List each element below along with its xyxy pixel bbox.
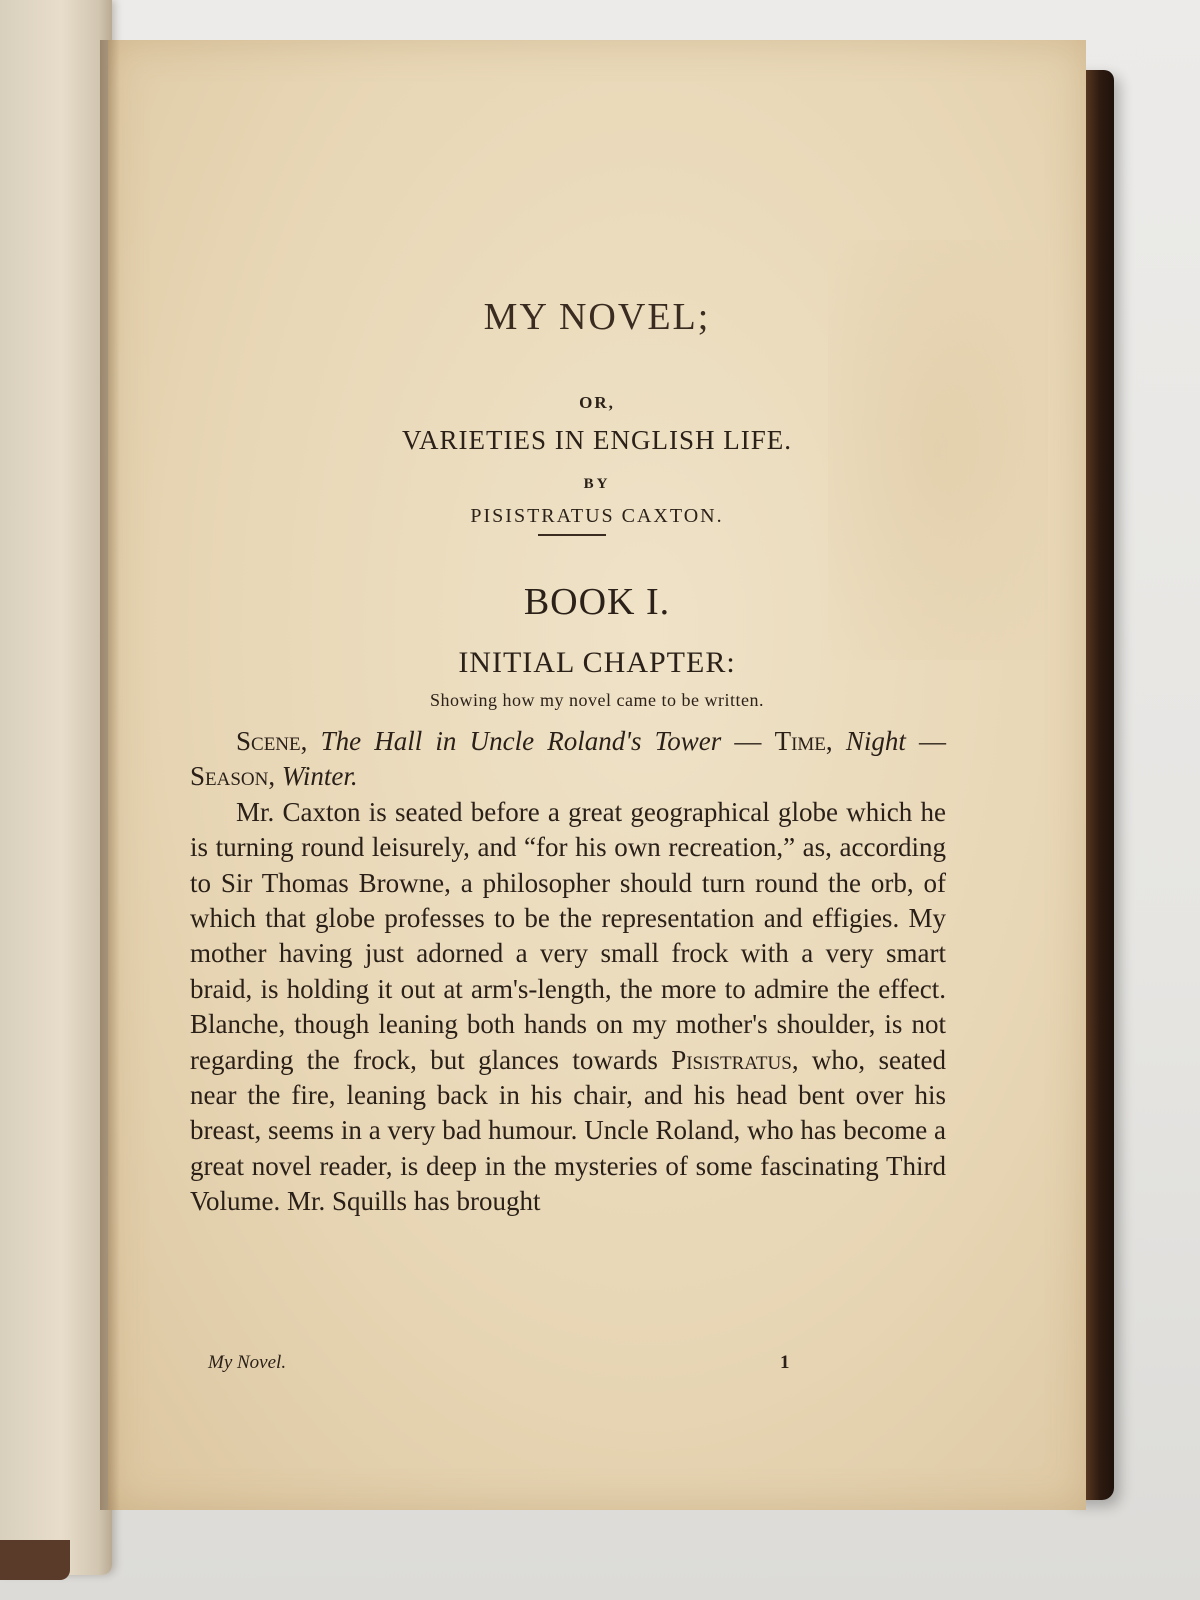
scene-line bbox=[190, 724, 946, 795]
scene-sep-3: , bbox=[268, 761, 282, 792]
season-value: Winter. bbox=[281, 761, 358, 792]
title-or: OR, bbox=[579, 393, 615, 412]
title-divider bbox=[538, 534, 606, 536]
book-page bbox=[108, 40, 1086, 1510]
body-paragraph bbox=[190, 795, 946, 1220]
author-name: PISISTRATUS CAXTON. bbox=[470, 505, 724, 527]
time-label: Time bbox=[774, 726, 826, 756]
page-number: 1 bbox=[780, 1352, 790, 1373]
paragraph-part-2: , who, seated near the fire, leaning back in his chair, and his head bent over his breast, seems in a very bad humour. Uncle Roland, who has become a great novel reader, is deep in the mysteries of some fascinating Third Volume. Mr. Squills has brought bbox=[190, 1044, 946, 1217]
scene-dash-2: — bbox=[905, 726, 947, 756]
chapter-title: INITIAL CHAPTER: bbox=[458, 646, 736, 679]
scene-sep-1: , bbox=[300, 726, 321, 756]
chapter-subtitle: Showing how my novel came to be written. bbox=[430, 690, 764, 710]
book-heading: BOOK I. bbox=[523, 581, 671, 623]
time-value: Night bbox=[845, 726, 906, 756]
body-text bbox=[190, 724, 946, 1220]
scene-value: The Hall in Uncle Roland's Tower bbox=[320, 726, 722, 756]
paragraph-part-1: Mr. Caxton is seated before a great geographical globe which he is turning round leisurely, and “for his own recreation,” as, according to Sir Thomas Browne, a philosopher should turn round the orb, of which that globe professes to be the representation and effigies. My mother having just adorned a very small frock with a very smart braid, is holding it out at arm's-length, the more to admire the effect. Blanche, though leaning both hands on my mother's shoulder, is not regarding the frock, but glances towards bbox=[190, 796, 946, 1075]
scene-dash-1: — bbox=[721, 726, 775, 756]
byline-by: BY bbox=[583, 476, 611, 492]
left-facing-page bbox=[0, 0, 112, 1575]
left-cover-corner bbox=[0, 1540, 70, 1580]
paragraph-name: Pisistratus bbox=[671, 1044, 792, 1075]
spine-shadow bbox=[100, 40, 120, 1510]
book-subtitle: VARIETIES IN ENGLISH LIFE. bbox=[402, 425, 792, 455]
season-label: Season bbox=[190, 761, 269, 792]
scene-label: Scene bbox=[236, 726, 301, 756]
book-title: MY NOVEL; bbox=[483, 296, 711, 338]
running-footer-title: My Novel. bbox=[208, 1352, 287, 1373]
scene-sep-2: , bbox=[825, 726, 846, 756]
